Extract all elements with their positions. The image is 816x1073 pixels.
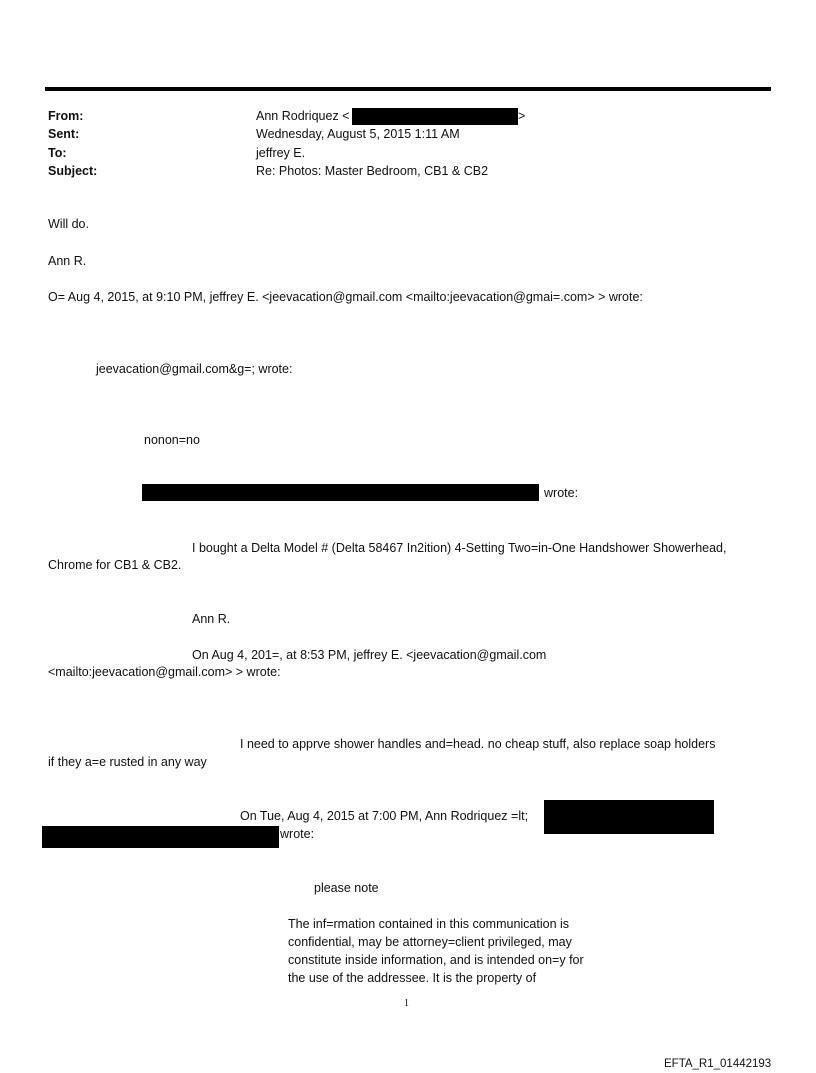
redaction-sender-line [142,484,539,501]
subject-value: Re: Photos: Master Bedroom, CB1 & CB2 [256,164,489,178]
to-label: To: [48,146,67,160]
body-line-quote-header-3a: On Tue, Aug 4, 2015 at 7:00 PM, Ann Rodriquez =lt; [240,809,529,823]
body-line-quote-header-2a: On Aug 4, 201=, at 8:53 PM, jeffrey E. <jeevacation@gmail.com [192,648,547,662]
body-line-quote-header: O= Aug 4, 2015, at 9:10 PM, jeffrey E. <jeevacation@gmail.com <mailto:jeevacation@gmai=.com> > wrote: [48,290,643,304]
disclaimer-line-1: The inf=rmation contained in this communication is [288,917,570,931]
sent-value: Wednesday, August 5, 2015 1:11 AM [256,127,460,141]
sent-label: Sent: [48,127,80,141]
subject-label: Subject: [48,164,98,178]
redaction-ann-email [544,800,714,834]
redaction-from-email [352,108,518,125]
body-line-quote-header-3b: wrote: [280,827,315,841]
body-line-quote-header-2b: <mailto:jeevacation@gmail.com> > wrote: [48,665,281,679]
body-line-delta-2: Chrome for CB1 & CB2. [48,558,182,572]
body-line-wrote: jeevacation@gmail.com&g=; wrote: [96,362,293,376]
redaction-ann-email-2 [42,826,279,848]
body-line-will-do: Will do. [48,217,89,231]
from-value: Ann Rodriquez < [256,109,350,123]
body-line-delta-1: I bought a Delta Model # (Delta 58467 In2ition) 4-Setting Two=in-One Handshower Showerhead, [192,541,727,555]
disclaimer-line-2: confidential, may be attorney=client privileged, may [288,935,572,949]
body-line-shower-1: I need to apprve shower handles and=head. no cheap stuff, also replace soap holders [240,737,716,751]
body-line-signature-2: Ann R. [192,612,231,626]
header-rule [45,87,771,91]
body-line-shower-2: if they a=e rusted in any way [48,755,207,769]
body-line-nonono: nonon=no [144,433,200,447]
body-line-wrote-2: wrote: [544,486,579,500]
disclaimer-line-4: the use of the addressee. It is the property of [288,971,537,985]
to-value: jeffrey E. [256,146,306,160]
page-number: 1 [404,998,409,1009]
footer-document-id: EFTA_R1_01442193 [664,1058,772,1070]
body-line-please-note: please note [314,881,379,895]
from-close: > [518,109,526,123]
disclaimer-line-3: constitute inside information, and is intended on=y for [288,953,584,967]
from-label: From: [48,109,84,123]
body-line-signature: Ann R. [48,254,87,268]
